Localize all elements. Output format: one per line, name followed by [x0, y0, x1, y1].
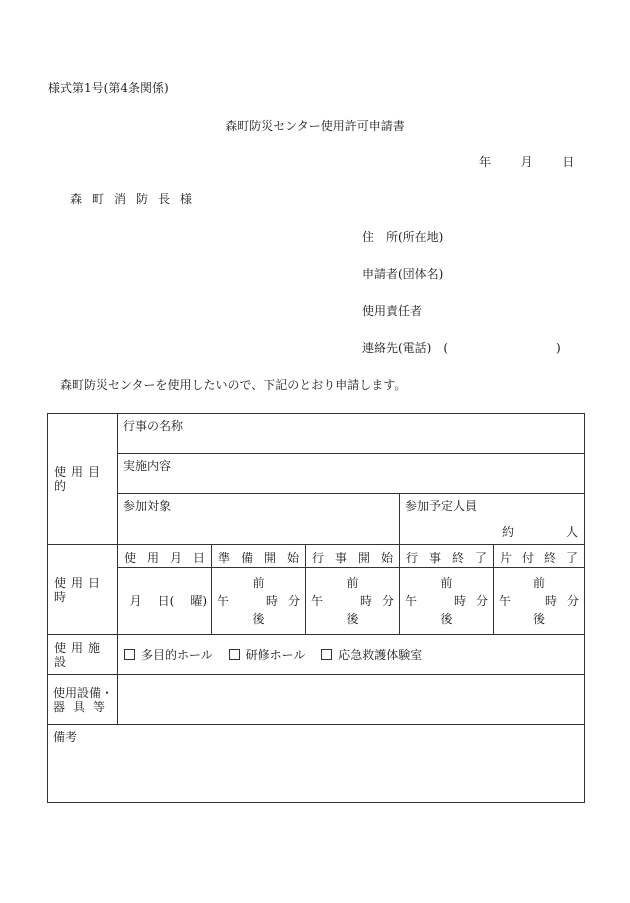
address-label: 住 所(所在地) — [362, 230, 444, 244]
event-name-label: 行事の名称 — [123, 419, 184, 433]
gozen-label: 午 — [499, 594, 512, 608]
date-day-unit: 日( — [157, 594, 175, 608]
expected-count-field[interactable] — [400, 494, 585, 545]
facility-option-hall[interactable]: 多目的ホール — [124, 648, 213, 662]
pm-label: 後 — [440, 612, 453, 626]
date-year: 年 — [479, 155, 492, 169]
form-number: 様式第1号(第4条関係) — [48, 81, 169, 95]
date-month: 月 — [520, 155, 533, 169]
participants-label: 参加対象 — [123, 499, 172, 513]
participants-field[interactable] — [118, 494, 400, 545]
gozen-label: 午 — [217, 594, 230, 608]
equipment-label: 使用設備・ 器具等 — [48, 675, 118, 725]
minute-label: 分 — [475, 594, 488, 608]
gozen-label: 午 — [405, 594, 418, 608]
approx-label: 約 — [501, 525, 514, 539]
date-day: 日 — [562, 155, 575, 169]
header-event-end: 行事終了 — [400, 545, 494, 568]
am-label: 前 — [252, 576, 265, 590]
hour-label: 時 — [453, 594, 466, 608]
am-label: 前 — [346, 576, 359, 590]
applicant-label: 申請者(団体名) — [362, 267, 444, 281]
minute-label: 分 — [381, 594, 394, 608]
am-label: 前 — [532, 576, 545, 590]
date-cell[interactable] — [118, 568, 212, 635]
header-prep-start: 準備開始 — [212, 545, 306, 568]
content-field[interactable] — [118, 454, 585, 494]
addressee: 森町消防長様 — [70, 192, 203, 206]
remarks-field[interactable] — [48, 725, 585, 803]
gozen-label: 午 — [311, 594, 324, 608]
expected-count-label: 参加予定人員 — [405, 499, 478, 513]
hour-label: 時 — [265, 594, 278, 608]
schedule-label: 使用日時 — [48, 545, 118, 635]
application-table — [47, 413, 585, 803]
purpose-label: 使用目的 — [48, 414, 118, 545]
checkbox-icon[interactable] — [321, 649, 332, 660]
event-start-cell[interactable] — [306, 568, 400, 635]
contact-label: 連絡先(電話) ( ) — [362, 341, 561, 355]
hour-label: 時 — [544, 594, 557, 608]
intro-text: 森町防災センターを使用したいので、下記のとおり申請します。 — [60, 378, 407, 392]
remarks-label: 備考 — [53, 730, 78, 744]
page-title: 森町防災センター使用許可申請書 — [225, 119, 405, 133]
pm-label: 後 — [252, 612, 265, 626]
am-label: 前 — [440, 576, 453, 590]
checkbox-icon[interactable] — [229, 649, 240, 660]
facility-label: 使用施設 — [48, 635, 118, 675]
hour-label: 時 — [359, 594, 372, 608]
event-end-cell[interactable] — [400, 568, 494, 635]
prep-start-cell[interactable] — [212, 568, 306, 635]
date-line — [479, 155, 574, 169]
responsible-label: 使用責任者 — [362, 304, 423, 318]
header-date: 使用月日 — [118, 545, 212, 568]
equipment-field[interactable] — [118, 675, 585, 725]
minute-label: 分 — [566, 594, 579, 608]
event-name-field[interactable] — [118, 414, 585, 454]
cleanup-end-cell[interactable] — [494, 568, 585, 635]
pm-label: 後 — [532, 612, 545, 626]
header-event-start: 行事開始 — [306, 545, 400, 568]
checkbox-icon[interactable] — [124, 649, 135, 660]
date-weekday-unit: 曜) — [190, 594, 207, 608]
persons-label: 人 — [565, 525, 578, 539]
facility-option-training[interactable]: 研修ホール — [229, 648, 306, 662]
minute-label: 分 — [287, 594, 300, 608]
pm-label: 後 — [346, 612, 359, 626]
date-month-unit: 月 — [129, 594, 142, 608]
facility-option-first-aid[interactable]: 応急救護体験室 — [321, 648, 422, 662]
header-cleanup-end: 片付終了 — [494, 545, 585, 568]
facility-options — [118, 635, 585, 675]
content-label: 実施内容 — [123, 459, 172, 473]
